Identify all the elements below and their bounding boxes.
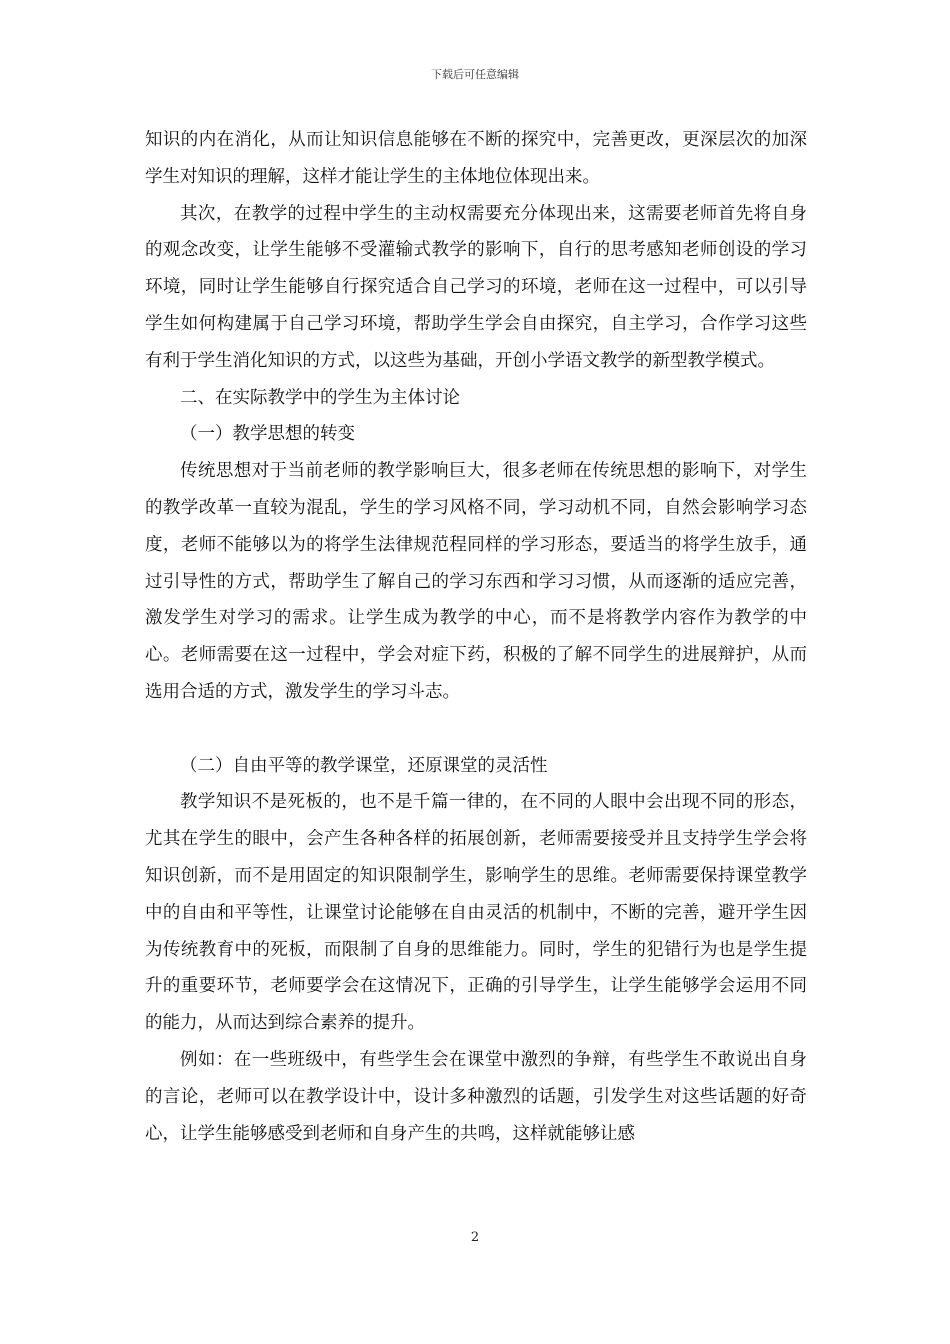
document-body (145, 122, 807, 1152)
subsection-heading-2: （二）自由平等的教学课堂，还原课堂的灵活性 (180, 755, 548, 776)
paragraph-free-classroom: 教学知识不是死板的，也不是千篇一律的，在不同的人眼中会出现不同的形态，尤其在学生的眼中，会产生各种各样的拓展创新，老师需要接受并且支持学生学会将知识创新，而不是用固定的知识限制学生，影响学生的思维。老师需要保持课堂教学中的自由和平等性，让课堂讨论能够在自由灵活的机制中，不断的完善，避开学生因为传统教育中的死板，而限制了自身的思维能力。同时，学生的犯错行为也是学生提升的重要环节，老师要学会在这情况下，正确的引导学生，让学生能够学会运用不同的能力，从而达到综合素养的提升。 (145, 792, 807, 1034)
section-heading-2: 二、在实际教学中的学生为主体讨论 (180, 387, 460, 408)
paragraph-teaching-thought: 传统思想对于当前老师的教学影响巨大，很多老师在传统思想的影响下，对学生的教学改革一直较为混乱，学生的学习风格不同，学习动机不同，自然会影响学习态度，老师不能够以为的将学生法律规范程同样的学习形态，要适当的将学生放手，通过引导性的方式，帮助学生了解自己的学习东西和学习习惯，从而逐渐的适应完善，激发学生对学习的需求。让学生成为教学的中心，而不是将教学内容作为教学的中心。老师需要在这一过程中，学会对症下药，积极的了解不同学生的进展辩护，从而选用合适的方式，激发学生的学习斗志。 (145, 461, 807, 702)
page-header: 下载后可任意编辑 (431, 68, 519, 81)
subsection-heading-1: （一）教学思想的转变 (180, 424, 355, 445)
paragraph-student-initiative: 其次，在教学的过程中学生的主动权需要充分体现出来，这需要老师首先将自身的观念改变，让学生能够不受灌输式教学的影响下，自行的思考感知老师创设的学习环境，同时让学生能够自行探究适合自己学习的环境，老师在这一过程中，可以引导学生如何构建属于自己学习环境，帮助学生学会自由探究，自主学习，合作学习这些有利于学生消化知识的方式，以这些为基础，开创小学语文教学的新型教学模式。 (145, 203, 807, 371)
paragraph-continuation: 知识的内在消化，从而让知识信息能够在不断的探究中，完善更改，更深层次的加深学生对知识的理解，这样才能让学生的主体地位体现出来。 (145, 130, 807, 187)
paragraph-example: 例如：在一些班级中，有些学生会在课堂中激烈的争辩，有些学生不敢说出自身的言论，老师可以在教学设计中，设计多种激烈的话题，引发学生对这些话题的好奇心，让学生能够感受到老师和自身产生的共鸣，这样就能够让感 (145, 1049, 807, 1144)
page-number: 2 (470, 1230, 480, 1245)
